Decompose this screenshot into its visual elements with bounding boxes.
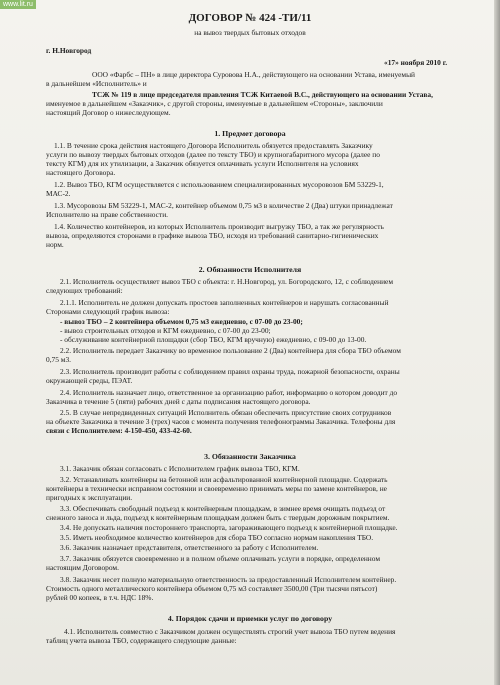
section-line: контейнеры в технически исправном состоянии и своевременно принимать меры по замене контейнеров, не: [46, 484, 387, 493]
contract-title: ДОГОВОР № 424 -ТИ/11: [188, 12, 312, 24]
contract-city: г. Н.Новгород: [46, 46, 92, 55]
section-line: Заказчика в течение 5 (пяти) рабочих дней с даты подписания настоящего договора.: [46, 397, 311, 406]
section-line: 2.4. Исполнитель назначает лицо, ответственное за организацию работ, информацию о котором доводит до: [60, 388, 398, 397]
section-line: 3.1. Заказчик обязан согласовать с Исполнителем график вывоза ТБО, КГМ.: [60, 464, 300, 473]
section-line: 2.2. Исполнитель передает Заказчику во временное пользование 2 (Два) контейнера для сбора ТБО объемом: [60, 346, 401, 355]
preamble-line: ТСЖ № 119 в лице председателя правления ТСЖ Китаевой В.С., действующего на основании Устава,: [92, 90, 433, 99]
section-line: 1.3. Мусоровозы БМ 53229-1, МАС-2, контейнер объемом 0,75 м3 в количестве 2 (Два) штуки принадлежат: [54, 201, 393, 210]
section-line: 4.1. Исполнитель совместно с Заказчиком должен осуществлять строгий учет вывоза ТБО путем ведения: [64, 627, 396, 636]
section-line: 3.2. Устанавливать контейнеры на бетонной или асфальтированной контейнерной площадке. Содержать: [60, 475, 388, 484]
section-line: 2.3. Исполнитель производит работы с соблюдением правил охраны труда, пожарной безопасности, охраны: [60, 367, 400, 376]
section-line: следующих требований:: [46, 286, 123, 295]
section-line: снежного заноса и льда, подъезд к контейнерным площадкам должен быть с твердым дорожным покрытием.: [46, 513, 390, 522]
section-heading: 4. Порядок сдачи и приемки услуг по договору: [167, 614, 333, 623]
section-line: 2.1.1. Исполнитель не должен допускать простоев заполненных контейнеров и нарушать согласованный: [60, 298, 389, 307]
section-line: 3.6. Заказчик назначает представителя, ответственного за работу с Исполнителем.: [60, 543, 319, 552]
section-line: окружающей среды, ПЭАТ.: [46, 376, 133, 385]
section-heading: 3. Обязанности Заказчика: [204, 452, 296, 461]
section-line: 3.4. Не допускать наличия постороннего транспорта, загораживающего подъезд к контейнерной площадке.: [60, 523, 398, 532]
section-line: вывоза, определяются сторонами в графике вывоза ТБО, исходя из требований санитарно-гигиенических: [46, 231, 379, 240]
section-line: Стоимость одного металлического контейнера объемом 0,75 м3 составляет 3500,00 (Три тысячи пятьсот): [46, 584, 378, 593]
preamble-line: настоящий Договор о нижеследующем.: [46, 108, 171, 117]
section-line: МАС-2.: [46, 189, 71, 198]
section-line: тексту КГМ) для их утилизации, а Заказчик обязуется оплачивать услуги Исполнителя на условиях: [46, 159, 359, 168]
section-heading: 1. Предмет договора: [214, 129, 286, 138]
section-line: - обслуживание контейнерной площадки (сбор ТБО, КГМ вручную) ежедневно, с 09-00 до 13-00.: [60, 335, 367, 344]
contract-date: «17» ноября 2010 г.: [384, 58, 448, 67]
section-line: 1.4. Количество контейнеров, из которых Исполнитель производит выгрузку ТБО, а так же регулярность: [54, 222, 384, 231]
section-line: Исполнителю на праве собственности.: [46, 210, 168, 219]
section-line: 3.7. Заказчик обязуется своевременно и в полном объеме оплачивать услуги в порядке, определенном: [60, 554, 380, 563]
section-line: на объекте Заказчика в течение 3 (трех) часов с момента получения телефонограммы Заказчика. Телефоны для: [46, 417, 396, 426]
section-line: настоящим Договором.: [46, 563, 119, 572]
section-line: норм.: [46, 240, 64, 249]
section-line: рублей 00 копеек, в т.ч. НДС 18%.: [46, 593, 154, 602]
watermark-label: www.lit.ru: [0, 0, 36, 9]
section-heading: 2. Обязанности Исполнителя: [198, 265, 302, 274]
section-line: - вывоз ТБО – 2 контейнера объемом 0,75 м3 ежедневно, с 07-00 до 23-00;: [60, 317, 303, 326]
section-line: пригодных к эксплуатации.: [46, 493, 133, 502]
section-line: услуги по вывозу твердых бытовых отходов (далее по тексту ТБО) и крупногабаритного мусора (далее по: [46, 150, 380, 159]
section-line: 2.1. Исполнитель осуществляет вывоз ТБО с объекта: г. Н.Новгород, ул. Богородского, 12, с соблюдением: [60, 277, 394, 286]
section-line: настоящего Договора.: [46, 168, 116, 177]
contract-subtitle: на вывоз твердых бытовых отходов: [194, 28, 306, 37]
section-line: 0,75 м3.: [46, 355, 72, 364]
preamble-line: в дальнейшем «Исполнитель» и: [46, 79, 147, 88]
section-line: Сторонами следующий график вывоза:: [46, 307, 170, 316]
preamble-line: именуемое в дальнейшем «Заказчик», с другой стороны, именуемые в дальнейшем «Стороны», заключили: [46, 99, 383, 108]
section-line: 3.3. Обеспечивать свободный подъезд к контейнерным площадкам, в зимнее время очищать подъезд от: [60, 504, 386, 513]
section-line: связи с Исполнителем: 4-150-450, 433-42-60.: [46, 426, 192, 435]
section-line: 1.2. Вывоз ТБО, КГМ осуществляется с использованием специализированных мусоровозов БМ 53229-1,: [54, 180, 384, 189]
section-line: 3.5. Иметь необходимое количество контейнеров для сбора ТБО согласно нормам накопления ТБО.: [60, 533, 374, 542]
page-edge: [494, 0, 500, 685]
section-line: 2.5. В случае непредвиденных ситуаций Исполнитель обязан обеспечить присутствие своих сотрудников: [60, 408, 392, 417]
section-line: 1.1. В течение срока действия настоящего Договора Исполнитель обязуется предоставлять Заказчику: [54, 141, 373, 150]
section-line: - вывоз строительных отходов и КГМ ежедневно, с 07-00 до 23-00;: [60, 326, 271, 335]
section-line: 3.8. Заказчик несет полную материальную ответственность за предоставленный Исполнителем контейнер.: [60, 575, 397, 584]
preamble-line: ООО «Фарбс – ПН» в лице директора Суровова Н.А., действующего на основании Устава, именуемый: [92, 70, 416, 79]
section-line: таблиц учета вывоза ТБО, содержащего следующие данные:: [46, 636, 237, 645]
